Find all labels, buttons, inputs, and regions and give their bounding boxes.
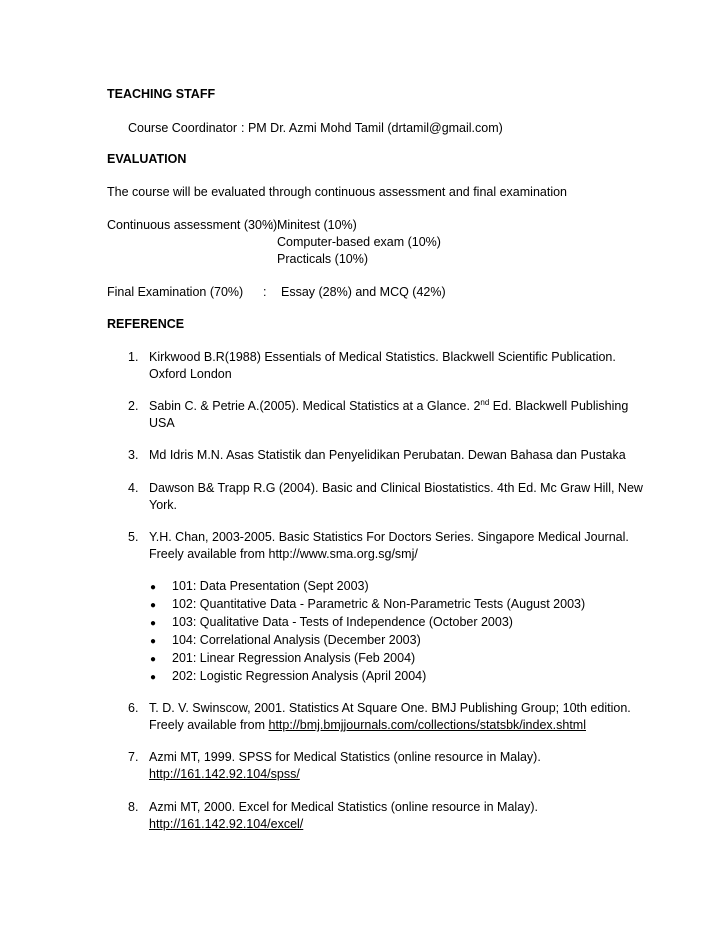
reference-text: T. D. V. Swinscow, 2001. Statistics At Square One. BMJ Publishing Group; 10th edition.	[149, 701, 631, 715]
bullet-icon: ●	[150, 672, 157, 683]
bullet-icon: ●	[150, 600, 157, 611]
reference-text: Y.H. Chan, 2003-2005. Basic Statistics For Doctors Series. Singapore Medical Journal.	[149, 530, 629, 544]
sub-list-item: 101: Data Presentation (Sept 2003)	[172, 579, 369, 593]
reference-number: 2.	[128, 399, 139, 413]
reference-number: 1.	[128, 350, 139, 364]
teaching-staff-heading: TEACHING STAFF	[107, 87, 216, 101]
sub-list-item: 102: Quantitative Data - Parametric & Non-Parametric Tests (August 2003)	[172, 597, 586, 611]
reference-text: USA	[149, 416, 175, 430]
coordinator-value: : PM Dr. Azmi Mohd Tamil (drtamil@gmail.com)	[241, 121, 503, 135]
reference-number: 7.	[128, 750, 139, 764]
reference-text: Freely available from http://www.sma.org.sg/smj/	[149, 547, 418, 561]
bullet-icon: ●	[150, 636, 157, 647]
reference-link[interactable]: http://bmj.bmjjournals.com/collections/statsbk/index.shtml	[268, 718, 586, 732]
evaluation-intro: The course will be evaluated through continuous assessment and final examination	[107, 185, 567, 199]
reference-link[interactable]: http://161.142.92.104/excel/	[149, 817, 304, 831]
sub-list-item: 103: Qualitative Data - Tests of Independence (October 2003)	[172, 615, 513, 629]
reference-text: Freely available from http://bmj.bmjjournals.com/collections/statsbk/index.shtml	[149, 718, 586, 732]
continuous-item: : Minitest (10%)	[270, 218, 357, 232]
sub-list-item: 104: Correlational Analysis (December 2003)	[172, 633, 421, 647]
reference-number: 5.	[128, 530, 139, 544]
reference-number: 6.	[128, 701, 139, 715]
reference-number: 3.	[128, 448, 139, 462]
reference-heading: REFERENCE	[107, 317, 185, 331]
reference-text: Oxford London	[149, 367, 232, 381]
continuous-item: Practicals (10%)	[277, 252, 368, 266]
bullet-icon: ●	[150, 618, 157, 629]
reference-text: Md Idris M.N. Asas Statistik dan Penyelidikan Perubatan. Dewan Bahasa dan Pustaka	[149, 448, 626, 462]
reference-text: York.	[149, 498, 178, 512]
bullet-icon: ●	[150, 582, 157, 593]
final-exam-value: Essay (28%) and MCQ (42%)	[281, 285, 446, 299]
reference-number: 8.	[128, 800, 139, 814]
reference-text: Dawson B& Trapp R.G (2004). Basic and Clinical Biostatistics. 4th Ed. Mc Graw Hill, New	[149, 481, 643, 495]
bullet-icon: ●	[150, 654, 157, 665]
reference-text: Azmi MT, 2000. Excel for Medical Statistics (online resource in Malay).	[149, 800, 539, 814]
evaluation-heading: EVALUATION	[107, 152, 187, 166]
reference-text: Sabin C. & Petrie A.(2005). Medical Statistics at a Glance. 2nd Ed. Blackwell Publishing	[149, 398, 629, 413]
sub-list-item: 201: Linear Regression Analysis (Feb 2004)	[172, 651, 416, 665]
sub-list-item: 202: Logistic Regression Analysis (April 2004)	[172, 669, 427, 683]
reference-link[interactable]: http://161.142.92.104/spss/	[149, 767, 300, 781]
reference-text: Azmi MT, 1999. SPSS for Medical Statistics (online resource in Malay).	[149, 750, 541, 764]
continuous-item: Computer-based exam (10%)	[277, 235, 441, 249]
final-exam-label: Final Examination (70%)	[107, 285, 244, 299]
reference-number: 4.	[128, 481, 139, 495]
reference-text: Kirkwood B.R(1988) Essentials of Medical Statistics. Blackwell Scientific Publication.	[149, 350, 616, 364]
final-exam-colon: :	[263, 285, 267, 299]
coordinator-label: Course Coordinator	[128, 121, 238, 135]
continuous-assessment-label: Continuous assessment (30%)	[107, 218, 278, 232]
